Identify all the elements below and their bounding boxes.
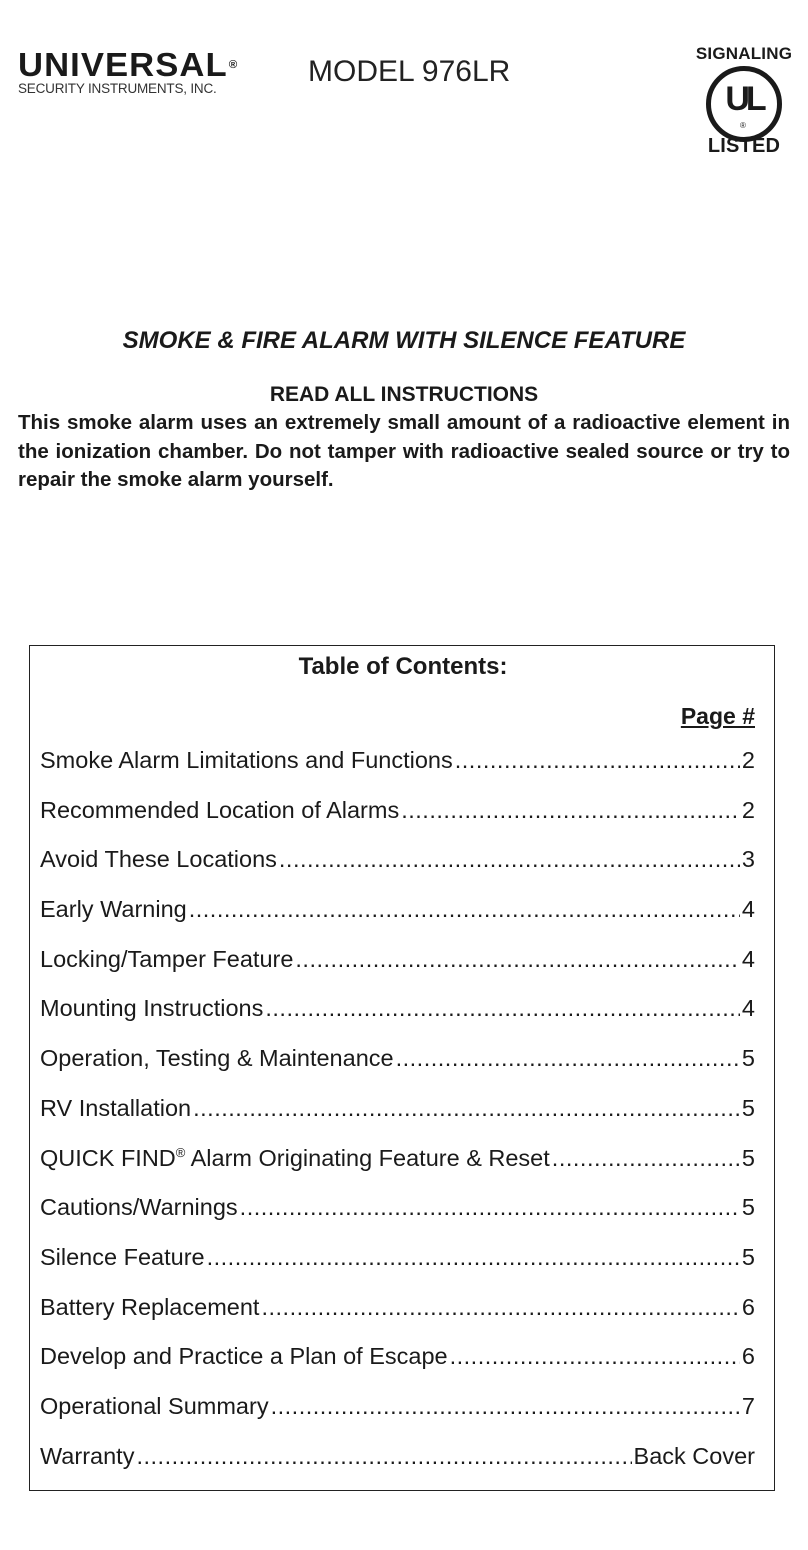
toc-dot-leader: [295, 946, 740, 973]
logo-registered-mark: ®: [228, 59, 239, 71]
toc-entry-label: Battery Replacement: [40, 1293, 260, 1320]
ul-listed-icon: [694, 42, 794, 162]
document-subtitle: SMOKE & FIRE ALARM WITH SILENCE FEATURE: [122, 327, 686, 354]
toc-entry-page: 3: [741, 846, 755, 873]
logo-tagline: SECURITY INSTRUMENTS, INC.: [18, 81, 217, 96]
ul-letters: UL: [725, 80, 763, 118]
toc-entry: [40, 1194, 755, 1244]
toc-dot-leader: [401, 797, 740, 824]
toc-entry: [40, 1294, 755, 1344]
toc-page-heading: Page #: [680, 703, 755, 729]
toc-entry-label: Cautions/Warnings: [40, 1194, 238, 1221]
toc-entry-page: 4: [741, 995, 755, 1022]
toc-entry: [40, 1095, 755, 1145]
toc-entry-label: Operational Summary: [40, 1392, 269, 1419]
toc-entry: [40, 1343, 755, 1393]
ul-listed-label: LISTED: [707, 135, 781, 157]
toc-entry: [40, 797, 755, 847]
toc-dot-leader: [136, 1443, 631, 1470]
toc-entry: [40, 1244, 755, 1294]
toc-dot-leader: [207, 1244, 740, 1271]
toc-dot-leader: [265, 995, 740, 1022]
toc-entry-label: Operation, Testing & Maintenance: [40, 1045, 394, 1072]
toc-entry: [40, 846, 755, 896]
toc-entry-page: 5: [741, 1144, 755, 1171]
logo-wordmark: UNIVERSAL®: [18, 46, 239, 83]
toc-entry-label: QUICK FIND® Alarm Originating Feature & Reset: [40, 1144, 550, 1171]
toc-entry-label: Develop and Practice a Plan of Escape: [40, 1343, 448, 1370]
toc-entry-label: Locking/Tamper Feature: [40, 945, 294, 972]
model-number: MODEL 976LR: [308, 55, 511, 88]
toc-entry: [40, 946, 755, 996]
toc-dot-leader: [193, 1095, 740, 1122]
toc-entry-page: 2: [741, 796, 755, 823]
toc-entry-page: 2: [741, 747, 755, 773]
toc-entry: [40, 1145, 755, 1195]
toc-entry: [40, 1045, 755, 1095]
ul-circle: [706, 66, 782, 142]
toc-entry: [40, 995, 755, 1045]
toc-entry-label: Mounting Instructions: [40, 995, 264, 1022]
read-all-heading: READ ALL INSTRUCTIONS: [269, 383, 539, 406]
toc-dot-leader: [271, 1393, 740, 1420]
brand-logo: [18, 46, 239, 97]
toc-dot-leader: [261, 1294, 739, 1321]
toc-entry: [40, 1393, 755, 1443]
toc-entry-label: Smoke Alarm Limitations and Functions: [40, 747, 453, 773]
toc-dot-leader: [240, 1194, 740, 1221]
toc-entry-page: 4: [741, 896, 755, 923]
toc-entry-page: 5: [741, 1194, 755, 1221]
toc-dot-leader: [450, 1343, 740, 1370]
toc-entry-page: 6: [741, 1293, 755, 1320]
toc-entry-label: Warranty: [40, 1442, 135, 1469]
toc-entry-page: 5: [741, 1094, 755, 1121]
ul-registered-mark: ®: [740, 121, 746, 130]
toc-dot-leader: [279, 846, 740, 873]
toc-dot-leader: [396, 1045, 740, 1072]
registered-mark: ®: [175, 1144, 186, 1160]
toc-list: [40, 747, 755, 1492]
toc-dot-leader: [189, 896, 740, 923]
table-of-contents: [29, 645, 775, 1491]
toc-entry: [40, 747, 755, 797]
toc-entry: [40, 896, 755, 946]
ul-signaling-label: SIGNALING: [695, 44, 793, 63]
toc-title: Table of Contents:: [298, 653, 508, 680]
toc-entry-page: 6: [741, 1343, 755, 1370]
toc-entry-page: Back Cover: [633, 1442, 755, 1469]
toc-entry-label: Recommended Location of Alarms: [40, 796, 400, 823]
toc-entry-page: 5: [741, 1243, 755, 1270]
toc-dot-leader: [552, 1145, 740, 1172]
toc-dot-leader: [455, 747, 740, 774]
radioactive-warning: This smoke alarm uses an extremely small amount of a radioactive element in the ionization chamber. Do not tamper with radioactive sealed source or try to repair the smoke alarm yourself.: [18, 411, 790, 491]
toc-entry-label: Early Warning: [40, 896, 187, 923]
toc-entry: [40, 1443, 755, 1493]
toc-entry-page: 7: [741, 1392, 755, 1419]
toc-entry-label: Avoid These Locations: [40, 846, 277, 873]
toc-entry-page: 4: [741, 945, 755, 972]
toc-entry-page: 5: [741, 1045, 755, 1072]
toc-entry-label: RV Installation: [40, 1094, 192, 1121]
toc-entry-label: Silence Feature: [40, 1243, 205, 1270]
